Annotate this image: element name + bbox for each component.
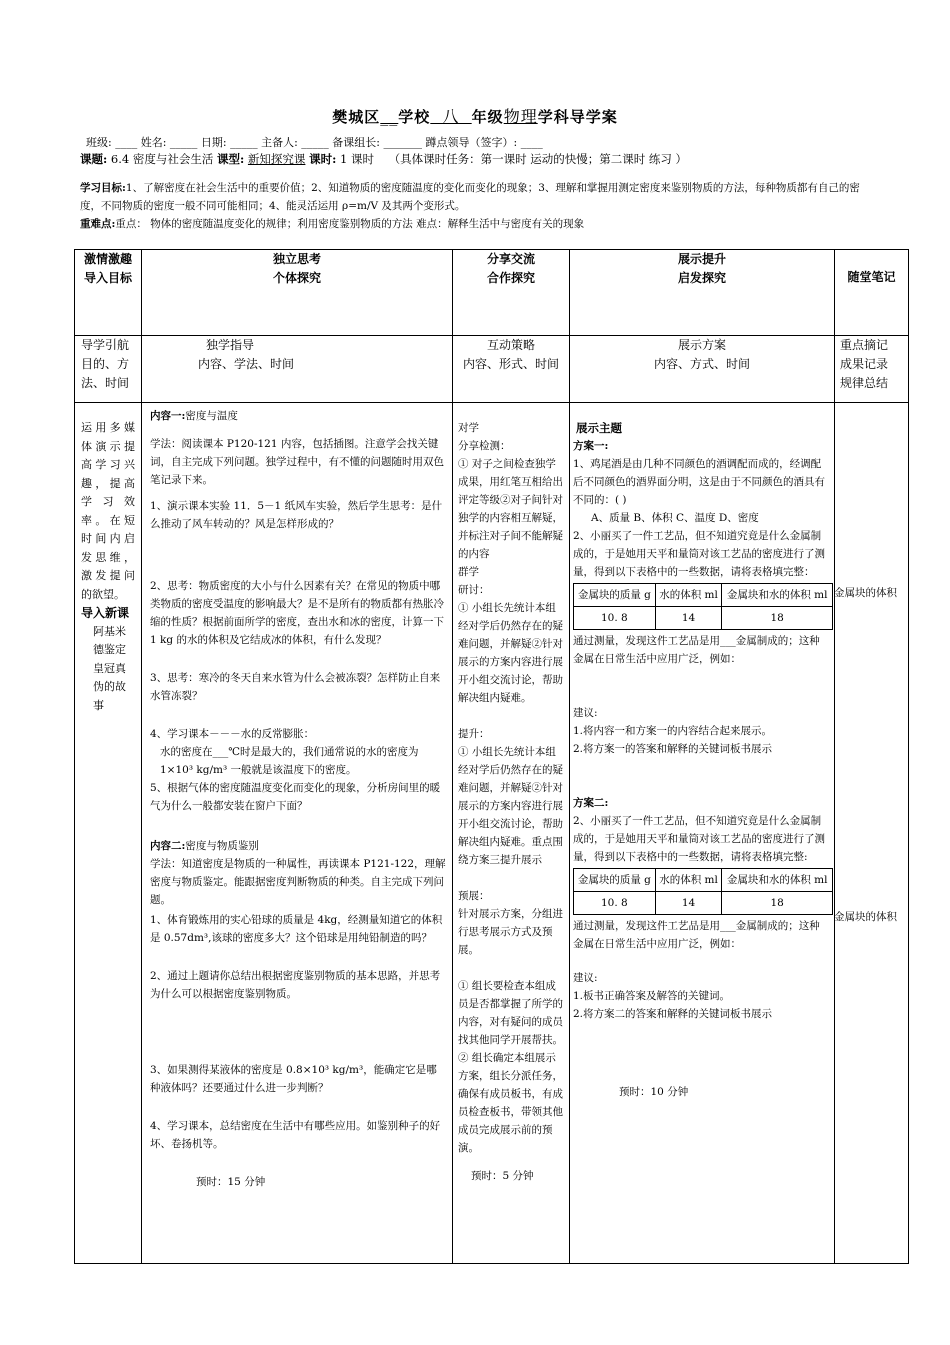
header-row <box>75 250 909 336</box>
header-col2: 独立思考 个体探究 <box>142 250 453 336</box>
col3-line: ② 组长确定本组展示方案，组长分派任务，确保有成员板书，有成员检查板书，带领其他成员完成展示前的预演。 <box>458 1052 563 1154</box>
col3-time: 预时：5 分钟 <box>471 1170 534 1182</box>
data-table-2: 金属块的质量 g 水的体积 ml 金属块和水的体积 ml 10. 8 14 18 <box>573 868 833 915</box>
col3-line: 针对展示方案，分组进行思考展示方式及预展。 <box>458 908 563 956</box>
col3-line: 分享检测： <box>458 440 511 452</box>
header-col1: 激情激趣 导入目标 <box>75 250 142 336</box>
col5-cell <box>835 403 909 1264</box>
col3-line: 提升： <box>458 728 490 740</box>
col3-line: 群学 <box>458 566 479 578</box>
meta-line: 班级: ____ 姓名: _____ 日期: _____ 主备人: _____ 备课组长: _______ 蹲点领导（签字）: ____ <box>86 136 543 149</box>
col3-cell <box>453 403 570 1264</box>
story-text: 阿基米德鉴定皇冠真伪的故事 <box>93 624 126 712</box>
col1-cell <box>75 403 142 1264</box>
col4-cell: 展示主题 方案一: 1、鸡尾酒是由几种不同颜色的酒调配而成的，经调配后不同颜色的酒界面分明，这是由于不同颜色的酒具有不同的：( ) A、质量 B、体积 C、温度 D、密度 2、小丽买了一件工艺品，但不知道究竟是什么金属制成的，于是她用天平和量筒对该工艺品的密度进行了测量，得到以下表格中的一些数据，请将表格填完整： 金属块的质量 g 水的体积 ml 金属块和水的体积 ml 10. 8 14 18 通过测量，发现这件工艺品是用___金属制成的；这种金属在日常生活中应用广泛，例如： 建议: 1.将内容一和方案一的内容结合起来展示。 2.将方案一的答案和解释的关键词板书展示 方案二: 2、小丽买了一件工艺品，但不知道究竟是什么金属制成的，于是她用天平和量筒对该工艺品的密度进行了测量，得到以下表格中的一些数据，请将表格填完整: 金属块的质量 g 水的体积 ml 金属块和水的体积 ml 10. 8 14 18 通过测量，发现这件工艺品是用___金属制成的；这种金属在日常生活中应用广泛，例如： 建议: 1.板书正确答案及解答的关键词。 2.将方案二的答案和解释的关键词板书展示 预时：10 分钟 <box>570 403 835 1264</box>
col2-cell: 内容一:密度与温度 学法：阅读课本 P120-121 内容，包括插图。注意学会找关键词，自主完成下列问题。独学过程中，有不懂的问题随时用双色笔记录下来。 1、演示课本实验 11．5－1 纸风车实验，然后学生思考：是什么推动了风车转动的？风是怎样形成的？ 2、思考：物质密度的大小与什么因素有关？在常见的物质中哪类物质的密度受温度的影响最大？是不是所有的物质都有热胀冷缩的性质？根据前面所学的密度，查出水和冰的密度，计算一下 1 kg 的水的体积及它结成冰的体积，有什么发现？ 3、思考：寒冷的冬天自来水管为什么会被冻裂？怎样防止自来水管冻裂？ 4、学习课本－－－水的反常膨胀： 水的密度在___℃时是最大的，我们通常说的水的密度为 1×10³ kg/m³ 一般就是该温度下的密度。 5、根据气体的密度随温度变化而变化的现象，分析房间里的暖气为什么一般都安装在窗户下面？ 内容二:密度与物质鉴别 学法：知道密度是物质的一种属性，再读课本 P121-122，理解密度与物质鉴定。能跟据密度判断物质的种类。自主完成下列问题。 1、体育锻炼用的实心铅球的质量是 4kg，经测量知道它的体积是 0.57dm³,该球的密度多大？这个铅球是用纯铅制造的吗？ 2、通过上题请你总结出根据密度鉴别物质的基本思路，并思考为什么可以根据密度鉴别物质。 3、如果测得某液体的密度是 0.8×10³ kg/m³，能确定它是哪种液体吗？还要通过什么进一步判断？ 4、学习课本，总结密度在生活中有哪些应用。如鉴别种子的好坏、卷扬机等。 预时：15 分钟 <box>142 403 453 1264</box>
subheader-col3: 互动策略 内容、形式、时间 <box>453 336 570 403</box>
col3-line: ① 小组长先统计本组经对学后仍然存在的疑难问题，并解疑②针对展示的方案内容进行展开小组交流讨论，帮助解决组内疑难。 <box>458 602 563 704</box>
col3-line <box>458 869 564 887</box>
header-col4: 展示提升 启发探究 <box>570 250 835 336</box>
subheader-col2: 独学指导 内容、学法、时间 <box>142 336 453 403</box>
subheader-row <box>75 336 909 403</box>
lesson-table <box>74 249 909 1264</box>
col3-line <box>458 707 564 725</box>
subheader-col1: 导学引航 目的、方 法、时间 <box>75 336 142 403</box>
data-table-1: 金属块的质量 g 水的体积 ml 金属块和水的体积 ml 10. 8 14 18 <box>573 583 833 630</box>
col3-line <box>458 959 564 977</box>
page-title: 樊城区__学校 八 年级物理学科导学案 <box>332 107 618 126</box>
body-row <box>75 403 909 1264</box>
header-col3: 分享交流 合作探究 <box>453 250 570 336</box>
subheader-col4: 展示方案 内容、方式、时间 <box>570 336 835 403</box>
table2-extra-col: 金属块的体积 <box>834 911 897 923</box>
col3-line: 对学 <box>458 422 479 434</box>
col3-line: ① 对子之间检查独学成果，用红笔互相给出评定等级②对子间针对独学的内容相互解疑，并标注对子间不能解疑的内容 <box>458 458 563 560</box>
header-col5: 随堂笔记 <box>835 250 909 336</box>
key-difficulties: 重难点:重点： 物体的密度随温度变化的规律；利用密度鉴别物质的方法 难点：解释生活中与密度有关的现象 <box>80 218 585 230</box>
col3-line: 预展： <box>458 890 490 902</box>
col1-text: 运用多媒体演示提高学习兴趣，提高学习效率。在短时间内启发思维，激发提问的欲望。 <box>81 421 135 601</box>
new-lesson-label: 导入新课 <box>81 606 130 620</box>
col3-line: ① 组长要检查本组成员是否都掌握了所学的内容，对有疑问的成员找其他同学开展帮扶。 <box>458 980 563 1046</box>
learning-goals: 学习目标:1、了解密度在社会生活中的重要价值；2、知道物质的密度随温度的变化而变化的现象；3、理解和掌握用测定密度来鉴别物质的方法，每种物质都有自己的密度，不同物质的密度一般不同可能相同；4、能灵活运用 ρ=m/V 及其两个变形式。 <box>80 182 860 212</box>
course-line: 课题: 6.4 密度与社会生活 课型: 新知探究课 课时: 1 课时 （具体课时任务：第一课时 运动的快慢；第二课时 练习 ） <box>80 152 688 166</box>
col3-line: 研讨： <box>458 584 490 596</box>
col3-line: ① 小组长先统计本组经对学后仍然存在的疑难问题，并解疑②针对展示的方案内容进行展开小组交流讨论，帮助解决组内疑难。重点围绕方案三提升展示 <box>458 746 563 866</box>
subheader-col5: 重点摘记 成果记录 规律总结 <box>835 336 909 403</box>
table1-extra-col: 金属块的体积 <box>834 587 897 599</box>
